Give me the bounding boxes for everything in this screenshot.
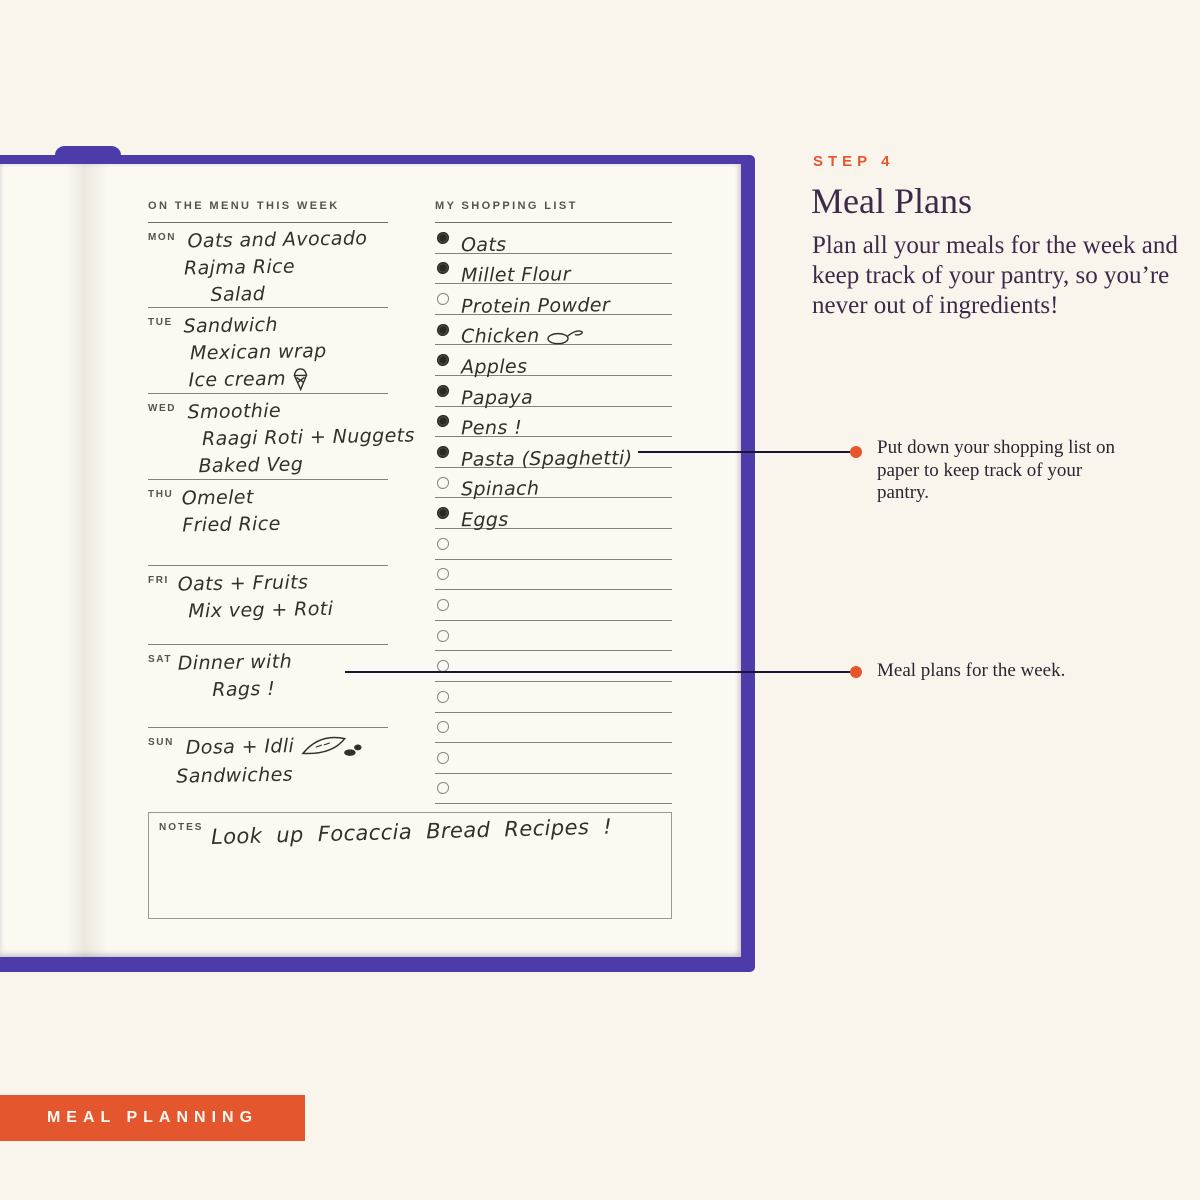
shopping-item-text: Papaya [460,386,534,409]
menu-entry: Dinner with [177,650,293,675]
day-handwriting [147,726,388,791]
checkbox-filled-icon [437,507,449,519]
shopping-row [435,713,672,744]
shopping-row [435,621,672,652]
step-label: STEP 4 [813,153,895,170]
shopping-item-text: Oats [460,233,507,256]
checkbox-filled-icon [437,354,449,366]
checkbox-empty-icon [437,293,449,305]
menu-entry: Mexican wrap [189,339,327,365]
menu-entry: Oats and Avocado [187,227,368,253]
menu-day-fri [148,566,388,645]
shopping-row [435,284,672,318]
callout-line-shopping [638,451,850,453]
checkbox-filled-icon [437,262,449,274]
menu-column [148,164,416,811]
day-handwriting [148,643,389,705]
shopping-row [435,345,672,379]
menu-entry: Rajma Rice [183,255,296,280]
shopping-item-text: Pens ! [460,416,523,440]
shopping-row [435,376,672,407]
menu-entry: Salad [210,283,266,307]
menu-entry: Ice cream [188,364,388,394]
shopping-item-text: Eggs [460,508,509,532]
notebook-page [0,164,741,957]
checkbox-filled-icon [437,385,449,397]
menu-entry: Mix veg + Roti [188,597,334,623]
shopping-item-text: Apples [460,355,528,379]
checkbox-empty-icon [437,568,449,580]
shopping-row [435,437,672,471]
menu-entry: Sandwich [183,313,279,338]
checkbox-empty-icon [437,782,449,794]
menu-entry: Dosa + Idli [186,730,388,764]
page-description: Plan all your meals for the week and keep track of your pantry, so you’re never out of ingredients! [812,232,1178,319]
shopping-item-text: Spinach [460,477,540,501]
callout-dot-meals [850,666,862,678]
menu-entry: Smoothie [187,399,282,424]
shopping-row [435,529,672,560]
shopping-row [435,560,672,591]
shopping-header: MY SHOPPING LIST [435,164,672,223]
day-handwriting [147,306,388,395]
menu-day-sat [148,645,388,728]
shopping-row [435,315,672,349]
shopping-item-text: Protein Powder [460,294,611,318]
checkbox-empty-icon [437,752,449,764]
day-handwriting [147,392,416,481]
menu-entry: Baked Veg [198,453,304,478]
shopping-item-text: Pasta (Spaghetti) [460,446,633,471]
day-label: MON [148,232,177,243]
day-label: SUN [148,737,174,748]
shopping-row [435,498,672,532]
callout-line-meals [345,671,850,673]
day-label: WED [148,403,177,414]
checkbox-filled-icon [437,232,449,244]
shopping-row [435,254,672,285]
shopping-row [435,468,672,499]
shopping-item-text: Chicken [461,325,586,348]
menu-entry: Sandwiches [176,763,294,788]
checkbox-empty-icon [437,599,449,611]
callout-text-meals: Meal plans for the week. [877,660,1066,681]
menu-day-tue [148,308,388,394]
shopping-rows [435,223,672,804]
menu-entry: Fried Rice [182,512,281,537]
menu-day-thu [148,480,388,566]
shopping-column [435,164,672,804]
notes-box [148,812,672,919]
chicken-doodle [545,327,585,345]
menu-day-sun [148,728,388,811]
menu-entry: Omelet [181,486,254,510]
menu-day-wed [148,394,416,480]
page-title: Meal Plans [811,181,972,221]
checkbox-empty-icon [437,721,449,733]
day-label: SAT [148,654,173,665]
notes-handwriting: Look up Focaccia Bread Recipes ! [210,814,613,850]
menu-entry: Oats + Fruits [177,571,309,596]
checkbox-empty-icon [437,538,449,550]
checkbox-filled-icon [437,415,449,427]
checkbox-empty-icon [437,630,449,642]
menu-entry: Rags ! [212,677,276,701]
shopping-row [435,774,672,805]
shopping-row [435,407,672,438]
menu-days [148,223,416,811]
day-handwriting [148,564,389,626]
ice-cream-cone-doodle [292,367,310,391]
checkbox-empty-icon [437,691,449,703]
footer-category-badge [0,1095,305,1141]
day-label: FRI [148,575,169,586]
checkbox-empty-icon [437,477,449,489]
footer-badge-label: MEAL PLANNING [46,1109,259,1126]
shopping-row [435,651,672,682]
day-label: TUE [148,317,173,328]
shopping-item-text: Millet Flour [460,263,572,287]
shopping-row [435,223,672,254]
page-spine-shadow [66,164,108,957]
checkbox-filled-icon [437,324,449,336]
day-label: THU [148,489,174,500]
callout-dot-shopping [850,446,862,458]
day-handwriting [147,221,388,310]
menu-day-mon [148,223,388,308]
shopping-row [435,682,672,713]
dosa-doodle [300,730,363,761]
menu-header: ON THE MENU THIS WEEK [148,164,388,223]
notes-label: NOTES [159,822,204,833]
shopping-row [435,743,672,774]
callout-text-shopping: Put down your shopping list on paper to keep track of your pantry. [877,437,1116,503]
shopping-row [435,590,672,621]
day-handwriting [148,478,389,540]
checkbox-filled-icon [437,446,449,458]
menu-entry: Raagi Roti + Nuggets [201,424,416,451]
